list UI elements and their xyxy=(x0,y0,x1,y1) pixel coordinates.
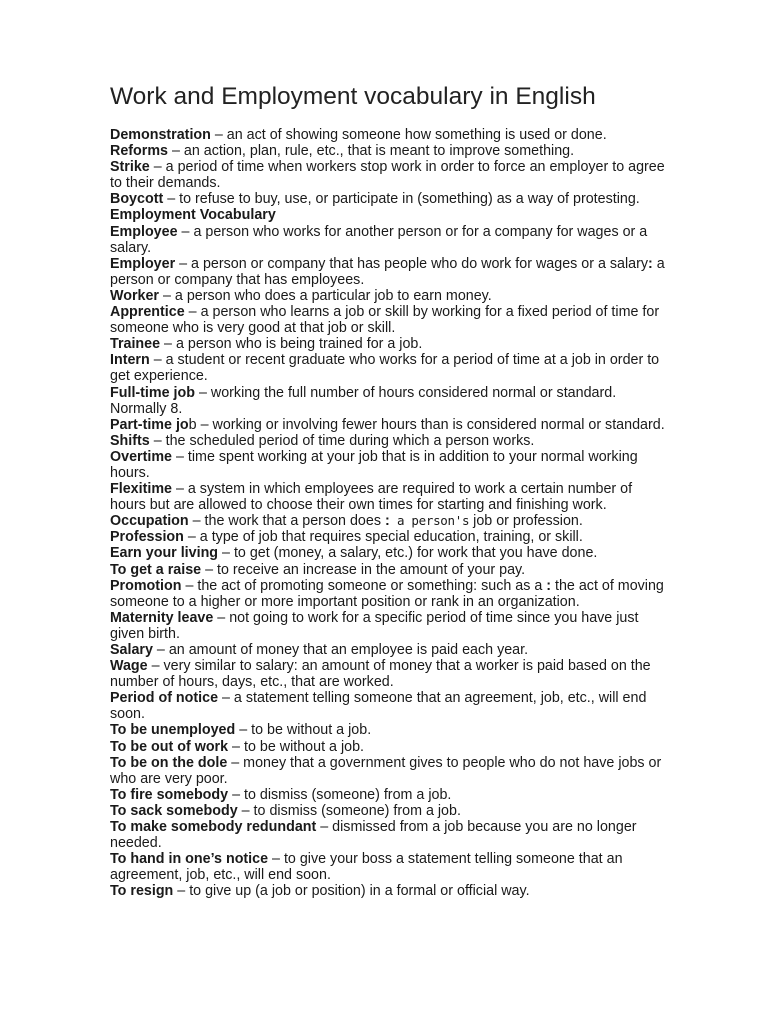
entry-definition: – an amount of money that an employee is paid each year. xyxy=(152,642,529,658)
entry-overtime xyxy=(110,449,670,481)
entry-apprentice xyxy=(110,304,670,336)
entry-definition: – to give your boss a statement telling someone that an agreement, job, etc., will end soon. xyxy=(110,851,623,884)
entry-to-make-somebody-redundant xyxy=(110,819,670,851)
entry-demonstration xyxy=(110,127,670,143)
entry-promotion xyxy=(110,578,670,610)
entry-definition: – money that a government gives to people who do not have jobs or who are very poor. xyxy=(110,754,662,787)
entry-to-be-unemployed xyxy=(110,722,670,738)
entry-part-time-job xyxy=(110,417,670,433)
entry-term: Intern xyxy=(110,352,150,369)
entry-wage xyxy=(110,658,670,690)
entry-employer xyxy=(110,256,670,288)
document-page xyxy=(110,82,670,900)
entry-term: To resign xyxy=(110,883,174,900)
entry-to-fire-somebody xyxy=(110,787,670,803)
entry-definition: – time spent working at your job that is in addition to your normal working hours. xyxy=(110,448,638,481)
entry-definition-cont: job or profession. xyxy=(469,513,583,530)
entry-to-be-on-the-dole xyxy=(110,755,670,787)
entry-term: Period of notice xyxy=(110,690,219,707)
entry-term: Boycott xyxy=(110,191,164,208)
entry-trainee xyxy=(110,336,670,352)
entry-term: Occupation xyxy=(110,513,189,530)
entry-term: Promotion xyxy=(110,577,182,594)
entry-colon: : xyxy=(546,577,552,594)
section-heading: Employment Vocabulary xyxy=(110,207,276,224)
entry-definition: – the scheduled period of time during which a person works. xyxy=(149,432,535,449)
entry-boycott xyxy=(110,191,670,207)
entry-definition: – dismissed from a job because you are no longer needed. xyxy=(110,819,637,852)
entry-to-sack-somebody xyxy=(110,803,670,819)
entry-term: Reforms xyxy=(110,143,168,160)
entry-flexitime xyxy=(110,481,670,513)
entry-profession xyxy=(110,529,670,545)
entry-reforms xyxy=(110,143,670,159)
entry-definition: – a system in which employees are required to work a certain number of hours but are allowed to choose their own times for starting and finishing work. xyxy=(110,481,633,514)
entry-to-get-a-raise xyxy=(110,562,670,578)
entry-term: To be out of work xyxy=(110,738,229,755)
entry-definition: – a student or recent graduate who works for a period of time at a job in order to get experience. xyxy=(110,352,660,385)
entry-term: To hand in one’s notice xyxy=(110,851,269,868)
entry-term: To be on the dole xyxy=(110,754,228,771)
entry-term: To make somebody redundant xyxy=(110,819,317,836)
entry-full-time-job xyxy=(110,385,670,417)
entry-definition: – a type of job that requires special education, training, or skill. xyxy=(183,529,583,546)
entry-definition: – to be without a job. xyxy=(235,722,372,739)
entry-term: Worker xyxy=(110,287,159,304)
entry-worker xyxy=(110,288,670,304)
entry-definition: – a person or company that has people who do work for wages or a salary xyxy=(175,255,649,272)
entry-term: Trainee xyxy=(110,336,161,353)
entry-definition: – to be without a job. xyxy=(228,738,364,755)
entry-maternity-leave xyxy=(110,610,670,642)
entry-definition: – a person who learns a job or skill by working for a fixed period of time for someone who is very good at that job or skill. xyxy=(110,304,660,337)
entry-term: Maternity leave xyxy=(110,609,214,626)
entry-term: Salary xyxy=(110,642,153,658)
entry-definition: – a statement telling someone that an agreement, job, etc., will end soon. xyxy=(110,690,647,723)
entry-colon: : xyxy=(648,255,653,272)
entry-term: Profession xyxy=(110,529,184,546)
entry-term: Overtime xyxy=(110,448,172,465)
entry-definition-cont: the act of moving someone to a higher or more important position or rank in an organization. xyxy=(110,577,664,610)
entry-term: Full-time job xyxy=(110,384,195,401)
entry-term: To be unemployed xyxy=(110,722,236,739)
entry-term: Wage xyxy=(110,658,148,675)
entry-earn-your-living xyxy=(110,545,670,561)
entry-definition: – to give up (a job or position) in a formal or official way. xyxy=(173,883,530,900)
entry-term: Flexitime xyxy=(110,481,172,498)
entry-term: Employer xyxy=(110,255,176,272)
entry-definition: – to dismiss (someone) from a job. xyxy=(237,802,461,819)
entry-definition: – very similar to salary: an amount of money that a worker is paid based on the number of hours, days, etc., that are worked. xyxy=(110,658,651,691)
entry-salary xyxy=(110,642,670,658)
vocabulary-list xyxy=(110,127,670,900)
entry-term: Strike xyxy=(110,159,150,176)
entry-term: Earn your living xyxy=(110,545,219,562)
entry-to-resign xyxy=(110,883,670,899)
entry-definition: – the act of promoting someone or something: such as a xyxy=(181,577,547,594)
entry-definition: – an action, plan, rule, etc., that is meant to improve something. xyxy=(168,143,575,160)
entry-definition: – working the full number of hours considered normal or standard. Normally 8. xyxy=(110,384,617,417)
entry-definition: – a person who is being trained for a job. xyxy=(160,336,423,353)
document-title: Work and Employment vocabulary in English xyxy=(110,83,596,110)
entry-definition: – a person who works for another person or for a company for wages or a salary. xyxy=(110,223,648,256)
entry-to-be-out-of-work xyxy=(110,739,670,755)
entry-definition: – to refuse to buy, use, or participate in (something) as a way of protesting. xyxy=(163,191,640,208)
entry-term: To fire somebody xyxy=(110,786,229,803)
entry-period-of-notice xyxy=(110,690,670,722)
entry-intern xyxy=(110,352,670,384)
entry-colon: : xyxy=(384,513,390,530)
entry-strike xyxy=(110,159,670,191)
entry-definition: – to get (money, a salary, etc.) for work that you have done. xyxy=(218,545,598,562)
entry-definition: – not going to work for a specific period of time since you have just given birth. xyxy=(110,609,639,642)
entry-term: Demonstration xyxy=(110,127,211,143)
entry-occupation xyxy=(110,513,670,529)
entry-definition: – to receive an increase in the amount of your pay. xyxy=(201,561,526,578)
entry-shifts xyxy=(110,433,670,449)
entry-definition-cont: a person or company that has employees. xyxy=(110,255,665,288)
entry-term: Shifts xyxy=(110,432,150,449)
entry-definition: – a period of time when workers stop work in order to force an employer to agree to their demands. xyxy=(110,159,665,192)
entry-term: To get a raise xyxy=(110,561,202,578)
entry-term: To sack somebody xyxy=(110,802,238,819)
entry-definition-mono: a person's xyxy=(389,513,470,529)
entry-term: Apprentice xyxy=(110,304,185,321)
entry-definition: – a person who does a particular job to earn money. xyxy=(159,287,492,304)
entry-to-hand-in-ones-notice xyxy=(110,851,670,883)
entry-definition: – an act of showing someone how something is used or done. xyxy=(210,127,607,143)
entry-employee xyxy=(110,224,670,256)
entry-definition: b – working or involving fewer hours than is considered normal or standard. xyxy=(188,416,665,433)
entry-definition: – to dismiss (someone) from a job. xyxy=(228,786,452,803)
entry-term: Employee xyxy=(110,223,178,240)
entry-definition: – the work that a person does xyxy=(188,513,385,530)
entry-term: Part-time jo xyxy=(110,416,189,433)
